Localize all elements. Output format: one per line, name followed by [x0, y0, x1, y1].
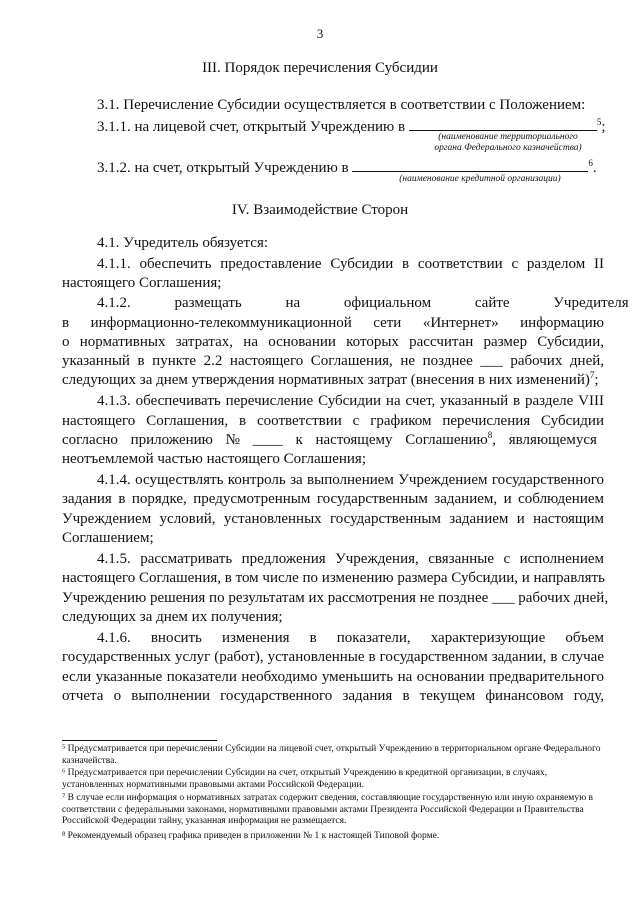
clause-4-1-6-line-3: если указанные показатели необходимо уменьшить на основании предварительного [62, 669, 604, 685]
section-4-heading: IV. Взаимодействие Сторон [231, 202, 409, 218]
clause-4-1-6-line-1: 4.1.6. вносить изменения в показатели, характеризующие объем [97, 630, 604, 646]
clause-4-1-4-line-4: Соглашением; [62, 530, 154, 546]
clause-4-1-4-line-3: Учреждением условий, установленных государственным заданием и настоящим [62, 511, 604, 527]
page-number: 3 [316, 26, 324, 41]
clause-4-1-5-line-4: следующих за днем их получения; [62, 609, 283, 625]
footnote-ref-6: 6 [588, 158, 593, 168]
clause-4-1-2-line-5-text: следующих за днем утверждения нормативных затрат (внесения в них изменений) [62, 372, 590, 388]
clause-3-1: 3.1. Перечисление Субсидии осуществляется в соответствии с Положением: [97, 97, 586, 113]
clause-4-1-2-end: ; [594, 372, 599, 388]
territorial-organ-blank [409, 117, 597, 131]
clause-3-1-2-end: . [592, 160, 597, 176]
footnote-ref-5: 5 [596, 117, 602, 127]
footnote-8: ⁸ Рекомендуемый образец графика приведен в приложении № 1 к настоящей Типовой форме. [62, 831, 440, 841]
clause-4-1-5-line-3: Учреждению решения по результатам их рассмотрения не позднее ___ рабочих дней, [62, 590, 609, 606]
clause-4-1-2-line-3: о нормативных затратах, на основании которых рассчитан размер Субсидии, [62, 334, 604, 350]
clause-4-1: 4.1. Учредитель обязуется: [97, 235, 269, 251]
clause-3-1-1-end: ; [601, 119, 606, 135]
clause-4-1-2-line-2: в информационно-телекоммуникационной сети «Интернет» информацию [62, 315, 604, 331]
clause-4-1-5-line-2: настоящего Соглашения, в том числе по изменению размера Субсидии, и направлять [62, 570, 605, 586]
section-3-heading: III. Порядок перечисления Субсидии [202, 60, 438, 76]
caption-line-2: органа Федерального казначейства) [434, 143, 582, 153]
clause-3-1-1-text: 3.1.1. на лицевой счет, открытый Учреждению в [97, 119, 406, 135]
credit-org-blank [352, 158, 588, 172]
clause-4-1-4-line-2: задания в порядке, предусмотренным государственным заданием, и соблюдением [62, 491, 604, 507]
clause-4-1-2-line-4: указанный в пункте 2.2 настоящего Соглашения, не позднее ___ рабочих дней, [62, 353, 604, 369]
clause-4-1-3-line-2: настоящего Соглашения, в соответствии с графиком перечисления Субсидии [62, 413, 604, 429]
clause-4-1-6-line-4: отчета о выполнении государственного задания в текущем финансовом году, [62, 688, 604, 704]
clause-4-1-1-line-1: 4.1.1. обеспечить предоставление Субсидии в соответствии с разделом II [97, 256, 604, 272]
footnote-separator [62, 740, 217, 741]
clause-4-1-3-line-3-tail: , являющемуся [492, 432, 597, 448]
clause-4-1-2-line-5 [62, 371, 599, 389]
clause-4-1-5-line-1: 4.1.5. рассматривать предложения Учреждения, связанные с исполнением [97, 551, 604, 567]
caption-line-1: (наименование территориального [438, 132, 578, 142]
footnote-7: ⁷ В случае если информация о нормативных затратах содержит сведения, составляющие государственную или иную охраняемую в соответствии с федеральными законами, нормативными правовыми актами Президента Российской Федерации и Правительства Российской Федерации тайну, указанная информация не размещается. [62, 793, 594, 826]
clause-4-1-6-line-2: государственных услуг (работ), установленные в государственном задании, в случае [62, 649, 604, 665]
clause-4-1-3-line-3-text: согласно приложению № ____ к настоящему Соглашению [62, 432, 488, 448]
clause-4-1-1-line-2: настоящего Соглашения; [62, 275, 222, 291]
footnote-ref-7: 7 [589, 370, 595, 380]
clause-4-1-3-line-1: 4.1.3. обеспечивать перечисление Субсидии на счет, указанный в разделе VIII [97, 393, 604, 409]
footnote-5: ⁵ Предусматривается при перечислении Субсидии на лицевой счет, открытый Учреждению в территориальном органе Федерального казначейства. [62, 744, 601, 766]
clause-4-1-2-line-1: 4.1.2. размещать на официальном сайте Учредителя [97, 295, 629, 311]
clause-4-1-4-line-1: 4.1.4. осуществлять контроль за выполнением Учреждением государственного [97, 472, 604, 488]
territorial-organ-caption [420, 132, 596, 154]
footnote-6: ⁶ Предусматривается при перечислении Субсидии на счет, открытый Учреждению в кредитной организации, в случаях, установленных нормативными правовыми актами Российской Федерации. [62, 768, 548, 790]
clause-4-1-3-line-3 [62, 431, 597, 449]
footnote-ref-8: 8 [487, 430, 493, 440]
clause-4-1-3-line-4: неотъемлемой частью настоящего Соглашения; [62, 451, 366, 467]
clause-3-1-2-text: 3.1.2. на счет, открытый Учреждению в [97, 160, 349, 176]
credit-org-caption: (наименование кредитной организации) [399, 174, 561, 184]
